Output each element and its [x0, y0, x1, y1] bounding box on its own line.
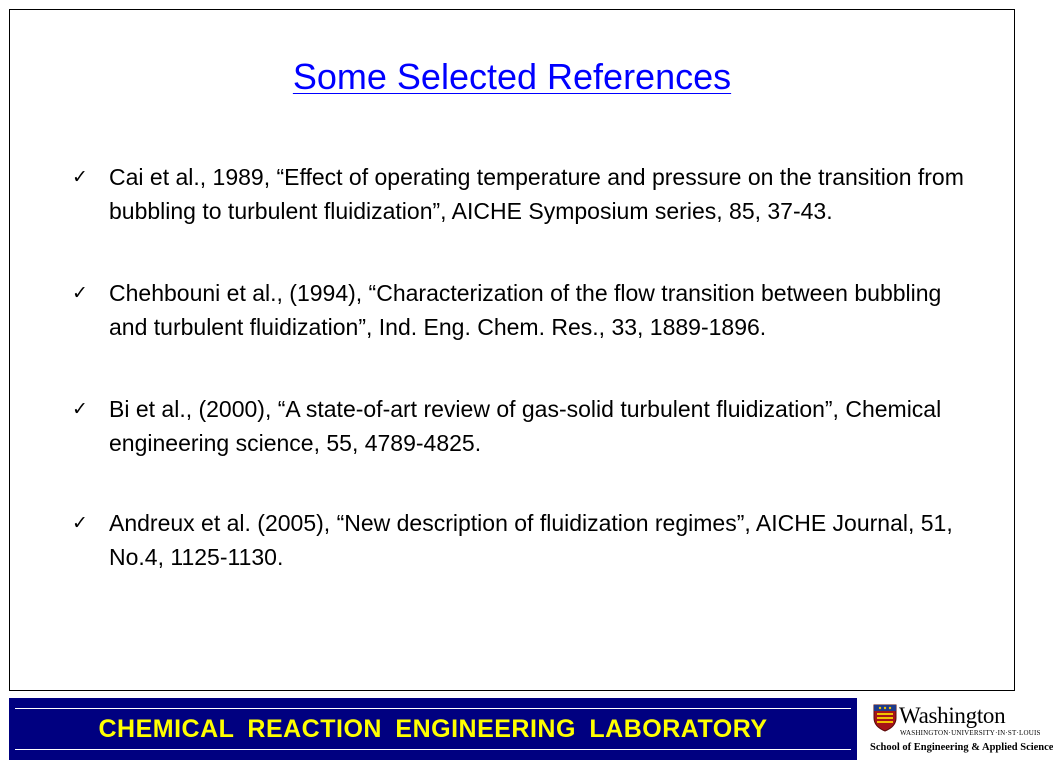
checkmark-icon: ✓ — [72, 398, 88, 420]
reference-text: Andreux et al. (2005), “New description of fluidization regimes”, AICHE Journal, 51, No.4, 1125-1130. — [109, 510, 953, 570]
reference-text: Cai et al., 1989, “Effect of operating temperature and pressure on the transition from bubbling to turbulent fluidization”, AICHE Symposium series, 85, 37-43. — [109, 164, 964, 224]
reference-item — [72, 276, 972, 344]
reference-list — [72, 160, 972, 622]
logo-subtitle: WASHINGTON·UNIVERSITY·IN·ST·LOUIS — [900, 729, 1041, 737]
reference-text: Chehbouni et al., (1994), “Characterization of the flow transition between bubbling and turbulent fluidization”, Ind. Eng. Chem. Res., 33, 1889-1896. — [109, 280, 942, 340]
reference-text: Bi et al., (2000), “A state-of-art review of gas-solid turbulent fluidization”, Chemical engineering science, 55, 4789-4825. — [109, 396, 942, 456]
logo-name: Washington — [899, 703, 1006, 728]
slide-title[interactable]: Some Selected References — [292, 56, 732, 97]
reference-item — [72, 506, 972, 574]
reference-item — [72, 392, 972, 460]
shield-icon — [873, 704, 897, 732]
reference-item — [72, 160, 972, 228]
logo-school: School of Engineering & Applied Science — [870, 742, 1053, 753]
university-logo — [868, 696, 1053, 764]
checkmark-icon: ✓ — [72, 282, 88, 304]
lab-name: CHEMICAL REACTION ENGINEERING LABORATORY — [98, 715, 768, 743]
checkmark-icon: ✓ — [72, 166, 88, 188]
footer-banner — [9, 698, 857, 760]
checkmark-icon: ✓ — [72, 512, 88, 534]
